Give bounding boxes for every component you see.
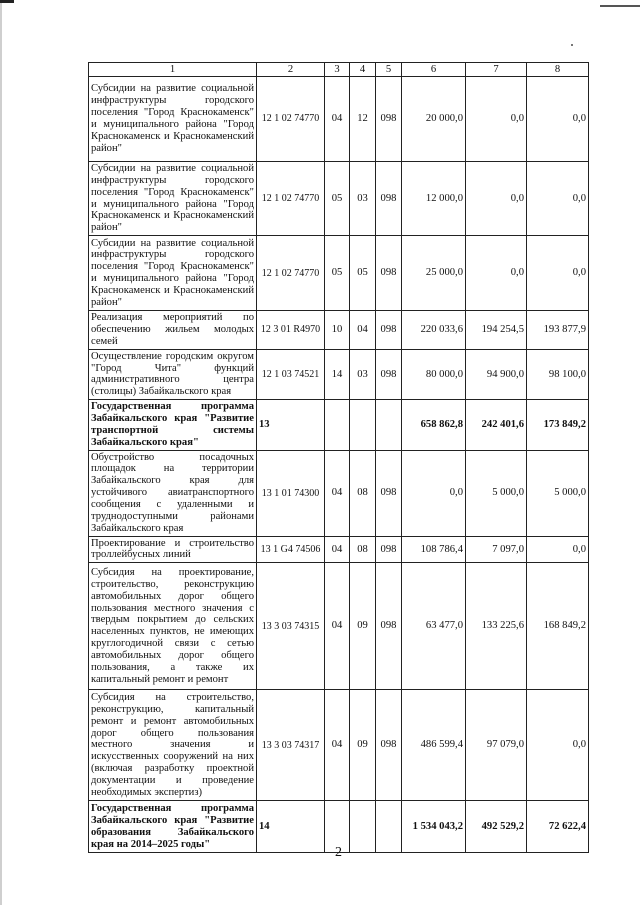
budget-code: 13 3 03 74315 [257,563,325,690]
expense-type-code [376,801,402,853]
amount-col-6: 63 477,0 [402,563,466,690]
expense-type-code: 098 [376,77,402,162]
section-code: 14 [325,349,350,399]
budget-code: 12 1 02 74770 [257,77,325,162]
subsection-code: 09 [350,690,376,801]
amount-col-8: 5 000,0 [527,450,589,536]
row-name: Субсидии на развитие социальной инфраструктуры городского поселения "Город Краснокаменск" и муниципального района "Город Краснокаменск и Краснокаменский район" [89,77,257,162]
amount-col-7: 94 900,0 [466,349,527,399]
amount-col-6: 486 599,4 [402,690,466,801]
section-code: 04 [325,690,350,801]
budget-code: 12 3 01 R4970 [257,311,325,350]
scan-speck [571,44,573,46]
amount-col-8: 0,0 [527,236,589,311]
column-header: 3 [325,63,350,77]
amount-col-6: 108 786,4 [402,536,466,563]
section-code: 04 [325,450,350,536]
table-row [89,563,589,690]
table-row [89,690,589,801]
row-name: Субсидия на проектирование, строительство, реконструкцию автомобильных дорог общего пользования местного значения с твердым покрытием до сельских населенных пунктов, не имеющих круглогодичной связи с сетью автомобильных дорог общего пользования, а также их капитальный ремонт и ремонт [89,563,257,690]
subsection-code [350,801,376,853]
column-number-row [89,63,589,77]
amount-col-8: 0,0 [527,690,589,801]
row-name: Осуществление городским округом "Город Чита" функций административного центра (столицы) Забайкальского края [89,349,257,399]
subsection-code: 03 [350,162,376,236]
row-name: Субсидии на развитие социальной инфраструктуры городского поселения "Город Краснокаменск" и муниципального района "Город Краснокаменск и Краснокаменский район" [89,236,257,311]
row-name: Субсидии на развитие социальной инфраструктуры городского поселения "Город Краснокаменск" и муниципального района "Город Краснокаменск и Краснокаменский район" [89,162,257,236]
amount-col-7: 5 000,0 [466,450,527,536]
row-name: Реализация мероприятий по обеспечению жильем молодых семей [89,311,257,350]
amount-col-7: 0,0 [466,162,527,236]
table-row [89,77,589,162]
budget-code: 13 1 G4 74506 [257,536,325,563]
budget-code: 13 1 01 74300 [257,450,325,536]
column-header: 4 [350,63,376,77]
amount-col-6: 658 862,8 [402,400,466,450]
row-name: Обустройство посадочных площадок на территории Забайкальского края для устойчивого авиатранспортного сообщения с удаленными и труднодоступными районами Забайкальского края [89,450,257,536]
budget-table [88,62,589,853]
amount-col-8: 168 849,2 [527,563,589,690]
amount-col-8: 98 100,0 [527,349,589,399]
row-name: Субсидия на строительство, реконструкцию, капитальный ремонт и ремонт автомобильных дорог общего пользования местного значения и искусственных сооружений на них (включая разработку проектной документации и проведение необходимых экспертиз) [89,690,257,801]
expense-type-code: 098 [376,563,402,690]
amount-col-6: 1 534 043,2 [402,801,466,853]
expense-type-code: 098 [376,450,402,536]
budget-code: 13 [257,400,325,450]
amount-col-7: 0,0 [466,77,527,162]
row-name: Государственная программа Забайкальского края "Развитие транспортной системы Забайкальского края" [89,400,257,450]
section-code: 05 [325,162,350,236]
table-row [89,236,589,311]
budget-code: 12 1 02 74770 [257,162,325,236]
table-row [89,400,589,450]
amount-col-7: 492 529,2 [466,801,527,853]
amount-col-7: 7 097,0 [466,536,527,563]
amount-col-8: 0,0 [527,536,589,563]
column-header: 8 [527,63,589,77]
subsection-code: 12 [350,77,376,162]
row-name: Государственная программа Забайкальского края "Развитие образования Забайкальского края на 2014–2025 годы" [89,801,257,853]
expense-type-code: 098 [376,690,402,801]
subsection-code: 08 [350,450,376,536]
table-row [89,450,589,536]
section-code: 04 [325,563,350,690]
subsection-code: 08 [350,536,376,563]
subsection-code: 04 [350,311,376,350]
subsection-code [350,400,376,450]
page-number: 2 [335,845,342,860]
column-header: 6 [402,63,466,77]
amount-col-8: 72 622,4 [527,801,589,853]
amount-col-6: 0,0 [402,450,466,536]
amount-col-8: 0,0 [527,77,589,162]
budget-code: 13 3 03 74317 [257,690,325,801]
amount-col-7: 133 225,6 [466,563,527,690]
table-row [89,349,589,399]
amount-col-7: 0,0 [466,236,527,311]
amount-col-6: 80 000,0 [402,349,466,399]
table-row [89,536,589,563]
expense-type-code: 098 [376,349,402,399]
column-header: 7 [466,63,527,77]
subsection-code: 03 [350,349,376,399]
amount-col-7: 97 079,0 [466,690,527,801]
subsection-code: 05 [350,236,376,311]
scan-edge [0,0,2,905]
amount-col-8: 0,0 [527,162,589,236]
subsection-code: 09 [350,563,376,690]
amount-col-6: 25 000,0 [402,236,466,311]
scan-mark [0,0,14,3]
amount-col-6: 220 033,6 [402,311,466,350]
amount-col-8: 193 877,9 [527,311,589,350]
budget-code: 14 [257,801,325,853]
expense-type-code: 098 [376,162,402,236]
section-code [325,400,350,450]
row-name: Проектирование и строительство троллейбусных линий [89,536,257,563]
expense-type-code [376,400,402,450]
scan-mark [600,5,640,7]
section-code: 04 [325,77,350,162]
table-row [89,162,589,236]
column-header: 1 [89,63,257,77]
amount-col-7: 194 254,5 [466,311,527,350]
amount-col-6: 12 000,0 [402,162,466,236]
budget-code: 12 1 02 74770 [257,236,325,311]
amount-col-6: 20 000,0 [402,77,466,162]
column-header: 2 [257,63,325,77]
amount-col-7: 242 401,6 [466,400,527,450]
expense-type-code: 098 [376,536,402,563]
section-code: 10 [325,311,350,350]
expense-type-code: 098 [376,236,402,311]
table-row [89,311,589,350]
budget-code: 12 1 03 74521 [257,349,325,399]
amount-col-8: 173 849,2 [527,400,589,450]
column-header: 5 [376,63,402,77]
expense-type-code: 098 [376,311,402,350]
section-code: 05 [325,236,350,311]
section-code: 04 [325,536,350,563]
